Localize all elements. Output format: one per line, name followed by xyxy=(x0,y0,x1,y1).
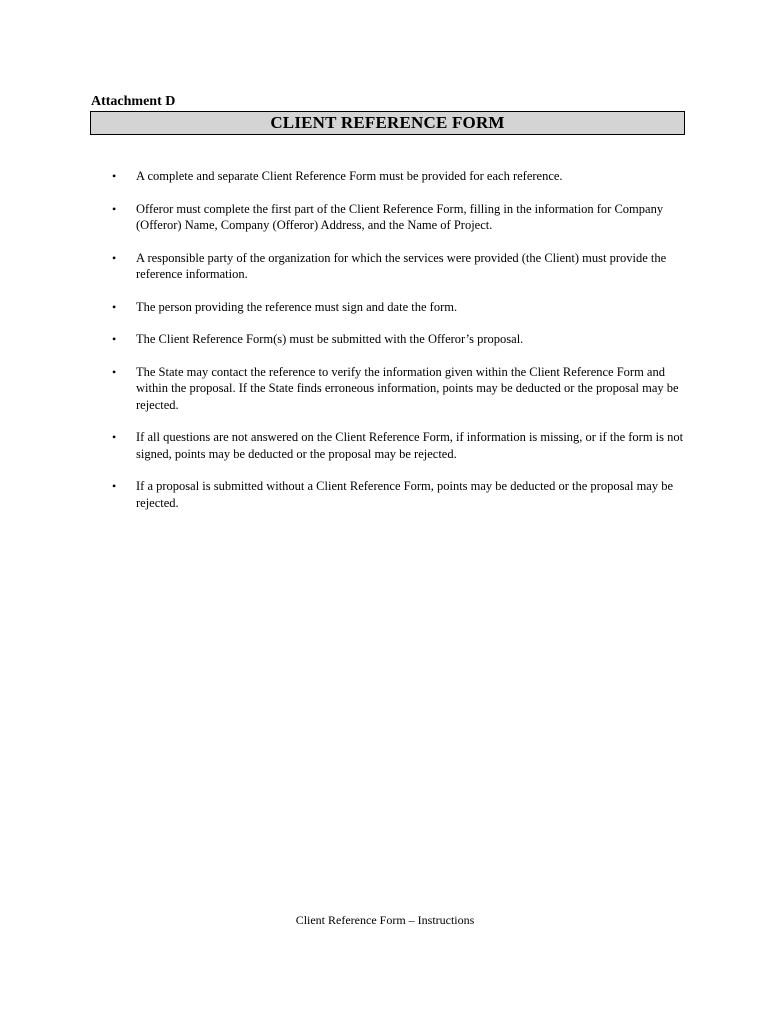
bullet-icon: • xyxy=(112,479,117,493)
attachment-label: Attachment D xyxy=(91,94,176,109)
page-footer: Client Reference Form – Instructions xyxy=(295,913,475,927)
instruction-text: A complete and separate Client Reference Form must be provided for each reference. xyxy=(136,169,563,183)
instruction-item xyxy=(109,299,684,316)
bullet-icon: • xyxy=(112,299,117,314)
instruction-item xyxy=(109,478,684,511)
bullet-icon: • xyxy=(112,201,117,216)
instruction-text: If a proposal is submitted without a Client Reference Form, points may be deducted or the proposal may be rejected. xyxy=(136,479,674,510)
instruction-item xyxy=(109,250,684,283)
instruction-item xyxy=(109,364,684,414)
instruction-text: Offeror must complete the first part of the Client Reference Form, filling in the information for Company (Offeror) Name, Company (Offeror) Address, and the Name of Project. xyxy=(136,201,664,232)
bullet-icon: • xyxy=(112,364,117,379)
instruction-text: A responsible party of the organization for which the services were provided (the Client) must provide the reference information. xyxy=(136,250,667,281)
instruction-item xyxy=(109,331,684,348)
instruction-list xyxy=(109,168,684,527)
title-bar xyxy=(90,111,685,135)
bullet-icon: • xyxy=(112,169,117,183)
instruction-text: If all questions are not answered on the Client Reference Form, if information is missing, or if the form is not signed, points may be deducted or the proposal may be rejected. xyxy=(136,430,684,461)
page-title: CLIENT REFERENCE FORM xyxy=(270,113,505,132)
bullet-icon: • xyxy=(112,332,117,346)
instruction-item xyxy=(109,168,684,185)
instruction-item xyxy=(109,201,684,234)
instruction-item xyxy=(109,429,684,462)
instruction-text: The Client Reference Form(s) must be submitted with the Offeror’s proposal. xyxy=(136,332,524,346)
instruction-text: The person providing the reference must sign and date the form. xyxy=(136,299,458,314)
bullet-icon: • xyxy=(112,430,117,444)
bullet-icon: • xyxy=(112,250,117,265)
instruction-text: The State may contact the reference to verify the information given within the Client Reference Form and within the proposal. If the State finds erroneous information, points may be deducted or the proposal may be rejected. xyxy=(136,364,679,412)
